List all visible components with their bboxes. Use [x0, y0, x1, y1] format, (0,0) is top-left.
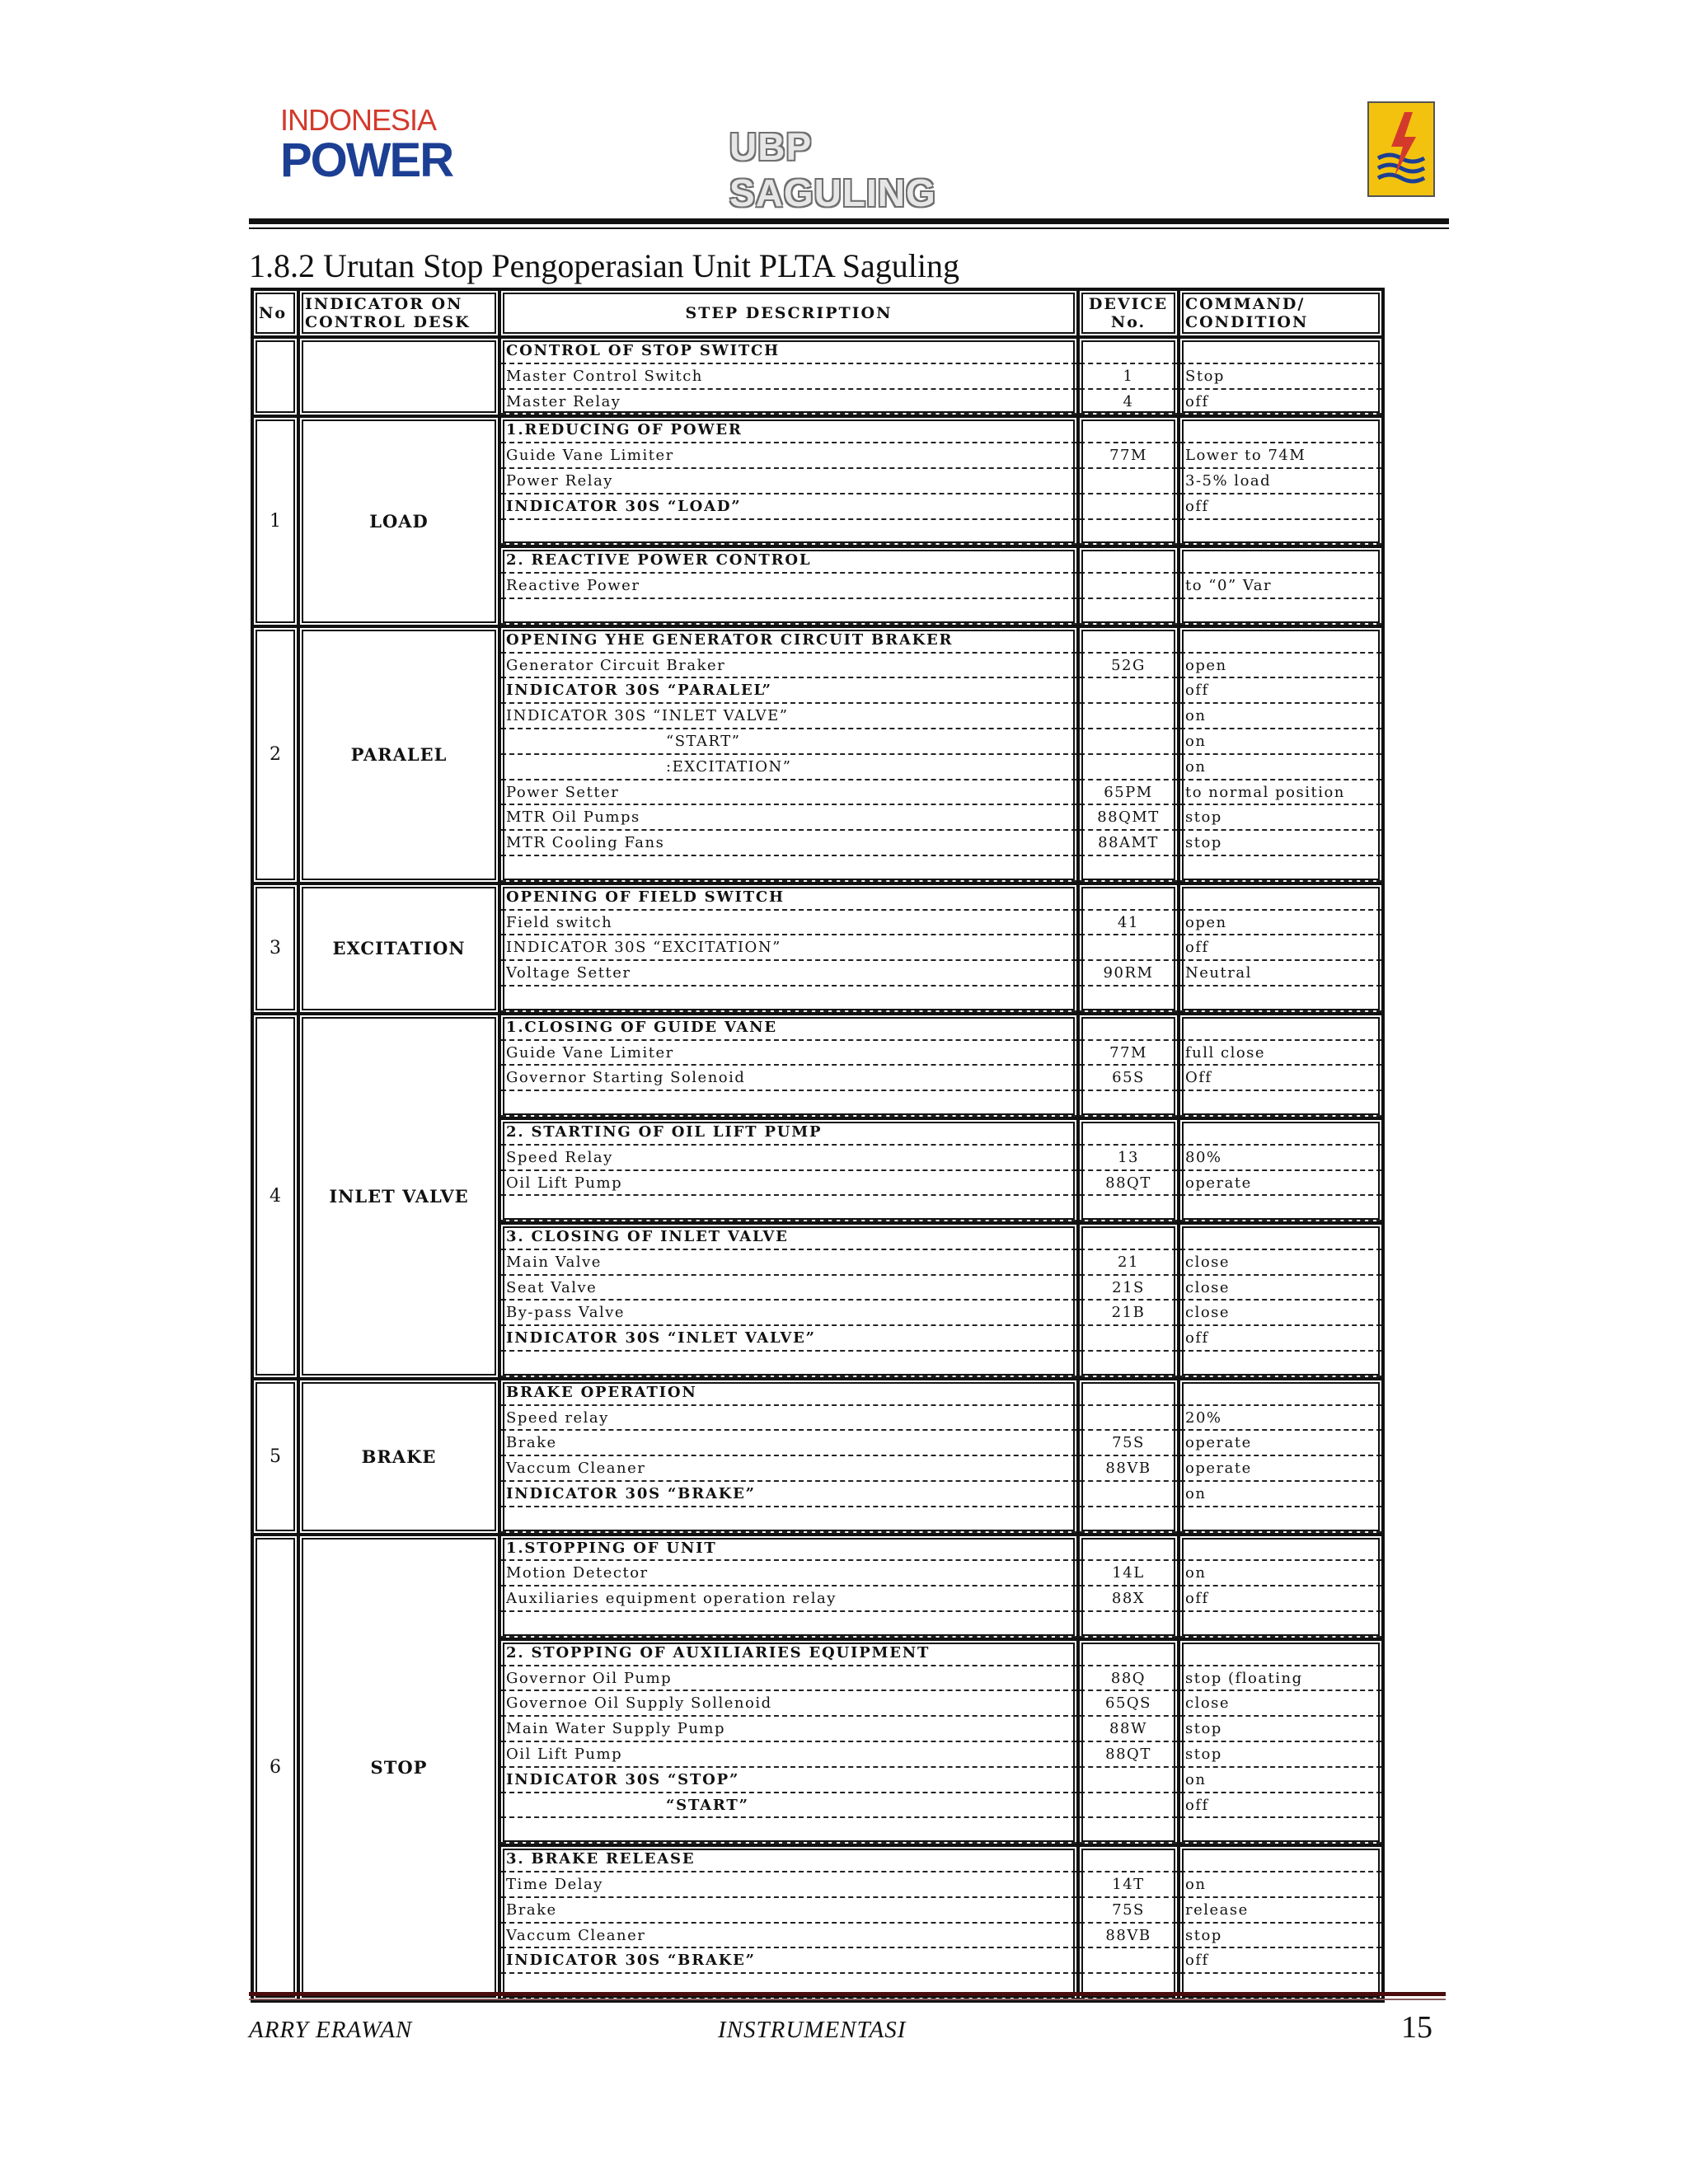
device-cell	[1078, 1118, 1179, 1223]
page-number: 15	[1401, 2010, 1432, 2045]
footer-author: ARRY ERAWAN	[249, 2017, 413, 2043]
section-title: 1.8.2 Urutan Stop Pengoperasian Unit PLTA Saguling	[249, 247, 959, 284]
command-value: off	[1180, 1948, 1381, 1974]
command-cell	[1179, 626, 1383, 883]
header-device-cell	[1078, 289, 1179, 337]
step-cell	[499, 337, 1078, 416]
device-number: 65S	[1080, 1066, 1177, 1091]
indicator-cell	[298, 883, 499, 1014]
step-text	[501, 1818, 1076, 1844]
step-text: Main Valve	[501, 1250, 1076, 1276]
step-text	[501, 856, 1076, 882]
command-value: off	[1180, 390, 1381, 415]
device-number: 13	[1080, 1146, 1177, 1171]
table-row	[252, 883, 1383, 1014]
step-text: Master Relay	[501, 390, 1076, 415]
step-text	[501, 1091, 1076, 1117]
command-value	[1180, 339, 1381, 364]
command-value: operate	[1180, 1456, 1381, 1482]
command-value: on	[1180, 1768, 1381, 1793]
device-number	[1080, 1612, 1177, 1638]
command-value: Lower to 74M	[1180, 443, 1381, 469]
device-number: 21B	[1080, 1301, 1177, 1326]
command-value: Neutral	[1180, 961, 1381, 987]
command-value: Off	[1180, 1066, 1381, 1091]
command-value: full close	[1180, 1041, 1381, 1066]
command-value	[1180, 987, 1381, 1012]
indicator-cell	[298, 1535, 499, 2001]
step-text: Vaccum Cleaner	[501, 1924, 1076, 1949]
device-cell	[1078, 1014, 1179, 1118]
command-value: stop	[1180, 1924, 1381, 1949]
device-number	[1080, 1482, 1177, 1507]
step-text: Seat Valve	[501, 1276, 1076, 1301]
header-indicator: INDICATOR ON CONTROL DESK	[305, 295, 471, 331]
command-value	[1180, 418, 1381, 443]
command-value: stop	[1180, 831, 1381, 856]
device-number: 4	[1080, 390, 1177, 415]
indicator-cell	[298, 416, 499, 626]
device-number	[1080, 1326, 1177, 1352]
device-number: 65QS	[1080, 1691, 1177, 1717]
step-text: Main Water Supply Pump	[501, 1717, 1076, 1742]
step-text: Brake	[501, 1898, 1076, 1924]
device-number	[1080, 339, 1177, 364]
device-cell	[1078, 1379, 1179, 1535]
step-text: Governor Starting Solenoid	[501, 1066, 1076, 1091]
device-cell	[1078, 883, 1179, 1014]
device-number	[1080, 1015, 1177, 1041]
step-text: “START”	[501, 729, 1076, 755]
indicator-label: LOAD	[369, 511, 429, 532]
command-value	[1180, 1380, 1381, 1406]
step-cell	[499, 1118, 1078, 1223]
device-number: 21S	[1080, 1276, 1177, 1301]
step-text: Auxiliaries equipment operation relay	[501, 1586, 1076, 1612]
step-text	[501, 1196, 1076, 1221]
header-step-cell	[499, 289, 1078, 337]
step-text: :EXCITATION”	[501, 755, 1076, 780]
step-number-cell	[252, 1535, 298, 2001]
device-number	[1080, 520, 1177, 546]
device-number: 88VB	[1080, 1456, 1177, 1482]
step-cell	[499, 883, 1078, 1014]
command-value	[1180, 520, 1381, 546]
indicator-cell	[298, 626, 499, 883]
command-value: close	[1180, 1691, 1381, 1717]
step-text: INDICATOR 30S “PARALEL”	[501, 678, 1076, 704]
header-command-cell	[1179, 289, 1383, 337]
step-text: Master Control Switch	[501, 364, 1076, 390]
command-value	[1180, 1352, 1381, 1377]
device-number	[1080, 856, 1177, 882]
header-rule-thin	[249, 227, 1449, 229]
step-cell	[499, 1223, 1078, 1379]
command-value: stop (floating	[1180, 1666, 1381, 1692]
device-number	[1080, 885, 1177, 911]
step-text: Field switch	[501, 911, 1076, 936]
command-value: to “0” Var	[1180, 574, 1381, 599]
device-number: 88Q	[1080, 1666, 1177, 1692]
device-number	[1080, 935, 1177, 961]
header-no: No	[259, 304, 288, 322]
command-value: release	[1180, 1898, 1381, 1924]
device-number	[1080, 1406, 1177, 1432]
device-number: 88X	[1080, 1586, 1177, 1612]
table-row	[252, 1379, 1383, 1535]
indicator-cell	[298, 1379, 499, 1535]
step-text: Power Setter	[501, 780, 1076, 806]
step-text: Brake	[501, 1431, 1076, 1456]
command-value: operate	[1180, 1171, 1381, 1197]
step-number: 1	[270, 511, 281, 532]
step-text: 3. BRAKE RELEASE	[501, 1847, 1076, 1872]
step-number-cell	[252, 626, 298, 883]
step-text: 2. STOPPING OF AUXILIARIES EQUIPMENT	[501, 1641, 1076, 1666]
step-cell	[499, 416, 1078, 546]
command-value: on	[1180, 704, 1381, 729]
step-text: INDICATOR 30S “BRAKE”	[501, 1482, 1076, 1507]
device-number	[1080, 1507, 1177, 1533]
pln-logo-icon	[1367, 101, 1436, 198]
indicator-label: INLET VALVE	[329, 1185, 469, 1207]
device-number	[1080, 1948, 1177, 1974]
command-value: close	[1180, 1250, 1381, 1276]
table-row	[252, 416, 1383, 546]
device-number	[1080, 729, 1177, 755]
step-number: 5	[270, 1446, 281, 1467]
step-text: “START”	[501, 1793, 1076, 1819]
command-value: on	[1180, 755, 1381, 780]
device-number: 88AMT	[1080, 831, 1177, 856]
command-value: off	[1180, 1586, 1381, 1612]
device-cell	[1078, 1845, 1179, 2001]
step-text: INDICATOR 30S “INLET VALVE”	[501, 704, 1076, 729]
command-value: close	[1180, 1301, 1381, 1326]
header-device: DEVICE No.	[1088, 295, 1169, 331]
command-value: 80%	[1180, 1146, 1381, 1171]
device-cell	[1078, 546, 1179, 626]
footer-rule	[249, 1992, 1446, 1996]
device-number: 77M	[1080, 1041, 1177, 1066]
step-number: 2	[270, 744, 281, 766]
command-value	[1180, 856, 1381, 882]
step-text	[501, 987, 1076, 1012]
step-text: Generator Circuit Braker	[501, 654, 1076, 679]
command-cell	[1179, 1845, 1383, 2001]
command-value	[1180, 1196, 1381, 1221]
device-number	[1080, 574, 1177, 599]
command-value	[1180, 599, 1381, 625]
command-value: open	[1180, 911, 1381, 936]
command-value: on	[1180, 1561, 1381, 1586]
step-text	[501, 1612, 1076, 1638]
command-value	[1180, 885, 1381, 911]
header-command: COMMAND/ CONDITION	[1185, 295, 1309, 331]
device-number	[1080, 1818, 1177, 1844]
device-number	[1080, 599, 1177, 625]
device-cell	[1078, 416, 1179, 546]
command-cell	[1179, 1223, 1383, 1379]
command-value	[1180, 1091, 1381, 1117]
command-value: on	[1180, 1872, 1381, 1898]
step-text: Speed Relay	[501, 1146, 1076, 1171]
command-value	[1180, 628, 1381, 654]
step-text: INDICATOR 30S “INLET VALVE”	[501, 1326, 1076, 1352]
command-value: off	[1180, 1793, 1381, 1819]
step-text: CONTROL OF STOP SWITCH	[501, 339, 1076, 364]
command-value	[1180, 548, 1381, 574]
command-value: Stop	[1180, 364, 1381, 390]
step-text: Oil Lift Pump	[501, 1171, 1076, 1197]
command-value: on	[1180, 729, 1381, 755]
step-text	[501, 1352, 1076, 1377]
logo-line-2: POWER	[280, 134, 453, 187]
command-value: to normal position	[1180, 780, 1381, 806]
device-number	[1080, 494, 1177, 520]
step-text	[501, 520, 1076, 546]
step-text: OPENING YHE GENERATOR CIRCUIT BRAKER	[501, 628, 1076, 654]
step-text: Oil Lift Pump	[501, 1742, 1076, 1768]
command-value	[1180, 1120, 1381, 1146]
indicator-label: STOP	[370, 1757, 428, 1779]
table-row	[252, 1535, 1383, 1639]
step-number-cell	[252, 883, 298, 1014]
command-value: stop	[1180, 805, 1381, 831]
stop-sequence-table	[251, 288, 1385, 2003]
step-text: Governor Oil Pump	[501, 1666, 1076, 1692]
command-value	[1180, 1641, 1381, 1666]
indicator-label: BRAKE	[361, 1446, 437, 1467]
step-text: 1.STOPPING OF UNIT	[501, 1536, 1076, 1562]
step-text: Governoe Oil Supply Sollenoid	[501, 1691, 1076, 1717]
header-no-cell	[252, 289, 298, 337]
step-text: INDICATOR 30S “LOAD”	[501, 494, 1076, 520]
command-value: operate	[1180, 1431, 1381, 1456]
command-cell	[1179, 337, 1383, 416]
command-cell	[1179, 883, 1383, 1014]
step-text: By-pass Valve	[501, 1301, 1076, 1326]
step-number-cell	[252, 1379, 298, 1535]
ubp-saguling-logo: UBP SAGULING	[729, 125, 936, 214]
command-cell	[1179, 1014, 1383, 1118]
device-number: 65PM	[1080, 780, 1177, 806]
header-step: STEP DESCRIPTION	[685, 304, 893, 322]
command-cell	[1179, 1639, 1383, 1845]
device-number: 88W	[1080, 1717, 1177, 1742]
step-text: Reactive Power	[501, 574, 1076, 599]
indicator-cell	[298, 337, 499, 416]
step-number: 3	[270, 938, 281, 959]
device-number	[1080, 678, 1177, 704]
step-text	[501, 1507, 1076, 1533]
device-number: 88QMT	[1080, 805, 1177, 831]
device-number: 14T	[1080, 1872, 1177, 1898]
device-number	[1080, 1768, 1177, 1793]
device-cell	[1078, 1639, 1179, 1845]
device-cell	[1078, 1535, 1179, 1639]
device-number	[1080, 418, 1177, 443]
step-text: 2. STARTING OF OIL LIFT PUMP	[501, 1120, 1076, 1146]
step-number-cell	[252, 416, 298, 626]
device-number: 75S	[1080, 1898, 1177, 1924]
device-number: 1	[1080, 364, 1177, 390]
step-cell	[499, 626, 1078, 883]
command-value: off	[1180, 494, 1381, 520]
command-value: 3-5% load	[1180, 469, 1381, 494]
device-number	[1080, 1641, 1177, 1666]
step-text: Guide Vane Limiter	[501, 1041, 1076, 1066]
device-number	[1080, 628, 1177, 654]
command-value	[1180, 1225, 1381, 1250]
device-number	[1080, 548, 1177, 574]
step-text: INDICATOR 30S “STOP”	[501, 1768, 1076, 1793]
command-cell	[1179, 416, 1383, 546]
command-cell	[1179, 1118, 1383, 1223]
device-number	[1080, 1847, 1177, 1872]
step-text: Motion Detector	[501, 1561, 1076, 1586]
step-cell	[499, 1535, 1078, 1639]
device-number: 75S	[1080, 1431, 1177, 1456]
command-value: 20%	[1180, 1406, 1381, 1432]
device-number: 77M	[1080, 443, 1177, 469]
command-value	[1180, 1015, 1381, 1041]
step-text: MTR Cooling Fans	[501, 831, 1076, 856]
step-number-cell	[252, 1014, 298, 1379]
device-number: 21	[1080, 1250, 1177, 1276]
step-text: 1.REDUCING OF POWER	[501, 418, 1076, 443]
step-text: Time Delay	[501, 1872, 1076, 1898]
step-number-cell	[252, 337, 298, 416]
step-text: 3. CLOSING OF INLET VALVE	[501, 1225, 1076, 1250]
device-number	[1080, 1196, 1177, 1221]
table-row	[252, 626, 1383, 883]
device-number	[1080, 755, 1177, 780]
device-number: 88VB	[1080, 1924, 1177, 1949]
device-number	[1080, 987, 1177, 1012]
step-number: 6	[270, 1757, 281, 1779]
device-number	[1080, 1380, 1177, 1406]
indonesia-power-logo	[280, 103, 453, 187]
device-number	[1080, 1536, 1177, 1562]
command-value: off	[1180, 935, 1381, 961]
step-cell	[499, 1845, 1078, 2001]
command-value: off	[1180, 678, 1381, 704]
table-row	[252, 337, 1383, 416]
table-row	[252, 1014, 1383, 1118]
indicator-label: EXCITATION	[332, 938, 466, 959]
step-text: Guide Vane Limiter	[501, 443, 1076, 469]
command-value: close	[1180, 1276, 1381, 1301]
step-text: Voltage Setter	[501, 961, 1076, 987]
logo-line-1: INDONESIA	[280, 103, 437, 137]
command-value: open	[1180, 654, 1381, 679]
step-text: OPENING OF FIELD SWITCH	[501, 885, 1076, 911]
device-number	[1080, 1352, 1177, 1377]
step-text: 2. REACTIVE POWER CONTROL	[501, 548, 1076, 574]
command-value: off	[1180, 1326, 1381, 1352]
device-cell	[1078, 1223, 1179, 1379]
step-text: Vaccum Cleaner	[501, 1456, 1076, 1482]
command-cell	[1179, 1379, 1383, 1535]
device-number	[1080, 1793, 1177, 1819]
step-cell	[499, 1014, 1078, 1118]
command-value	[1180, 1612, 1381, 1638]
step-cell	[499, 1379, 1078, 1535]
step-text	[501, 599, 1076, 625]
footer-subject: INSTRUMENTASI	[718, 2017, 907, 2043]
device-number	[1080, 469, 1177, 494]
command-value: stop	[1180, 1717, 1381, 1742]
step-text: BRAKE OPERATION	[501, 1380, 1076, 1406]
table-body	[252, 337, 1383, 2001]
device-number: 52G	[1080, 654, 1177, 679]
device-number	[1080, 704, 1177, 729]
step-cell	[499, 546, 1078, 626]
indicator-label: PARALEL	[350, 744, 448, 766]
command-value	[1180, 1847, 1381, 1872]
command-value: on	[1180, 1482, 1381, 1507]
step-text: INDICATOR 30S “BRAKE”	[501, 1948, 1076, 1974]
step-text: MTR Oil Pumps	[501, 805, 1076, 831]
step-text: Power Relay	[501, 469, 1076, 494]
footer-rule-thin	[249, 1999, 1446, 2000]
command-value: stop	[1180, 1742, 1381, 1768]
device-number	[1080, 1225, 1177, 1250]
device-number: 90RM	[1080, 961, 1177, 987]
command-value	[1180, 1536, 1381, 1562]
step-number: 4	[270, 1185, 281, 1207]
device-number	[1080, 1120, 1177, 1146]
step-text: 1.CLOSING OF GUIDE VANE	[501, 1015, 1076, 1041]
header-indicator-cell	[298, 289, 499, 337]
step-text: Speed relay	[501, 1406, 1076, 1432]
device-cell	[1078, 337, 1179, 416]
device-cell	[1078, 626, 1179, 883]
device-number: 88QT	[1080, 1742, 1177, 1768]
command-value	[1180, 1818, 1381, 1844]
command-cell	[1179, 546, 1383, 626]
command-value	[1180, 1507, 1381, 1533]
table-header-row	[252, 289, 1383, 337]
step-text: INDICATOR 30S “EXCITATION”	[501, 935, 1076, 961]
header-rule	[249, 218, 1449, 224]
device-number: 14L	[1080, 1561, 1177, 1586]
command-cell	[1179, 1535, 1383, 1639]
indicator-cell	[298, 1014, 499, 1379]
device-number: 88QT	[1080, 1171, 1177, 1197]
step-cell	[499, 1639, 1078, 1845]
device-number	[1080, 1091, 1177, 1117]
device-number: 41	[1080, 911, 1177, 936]
